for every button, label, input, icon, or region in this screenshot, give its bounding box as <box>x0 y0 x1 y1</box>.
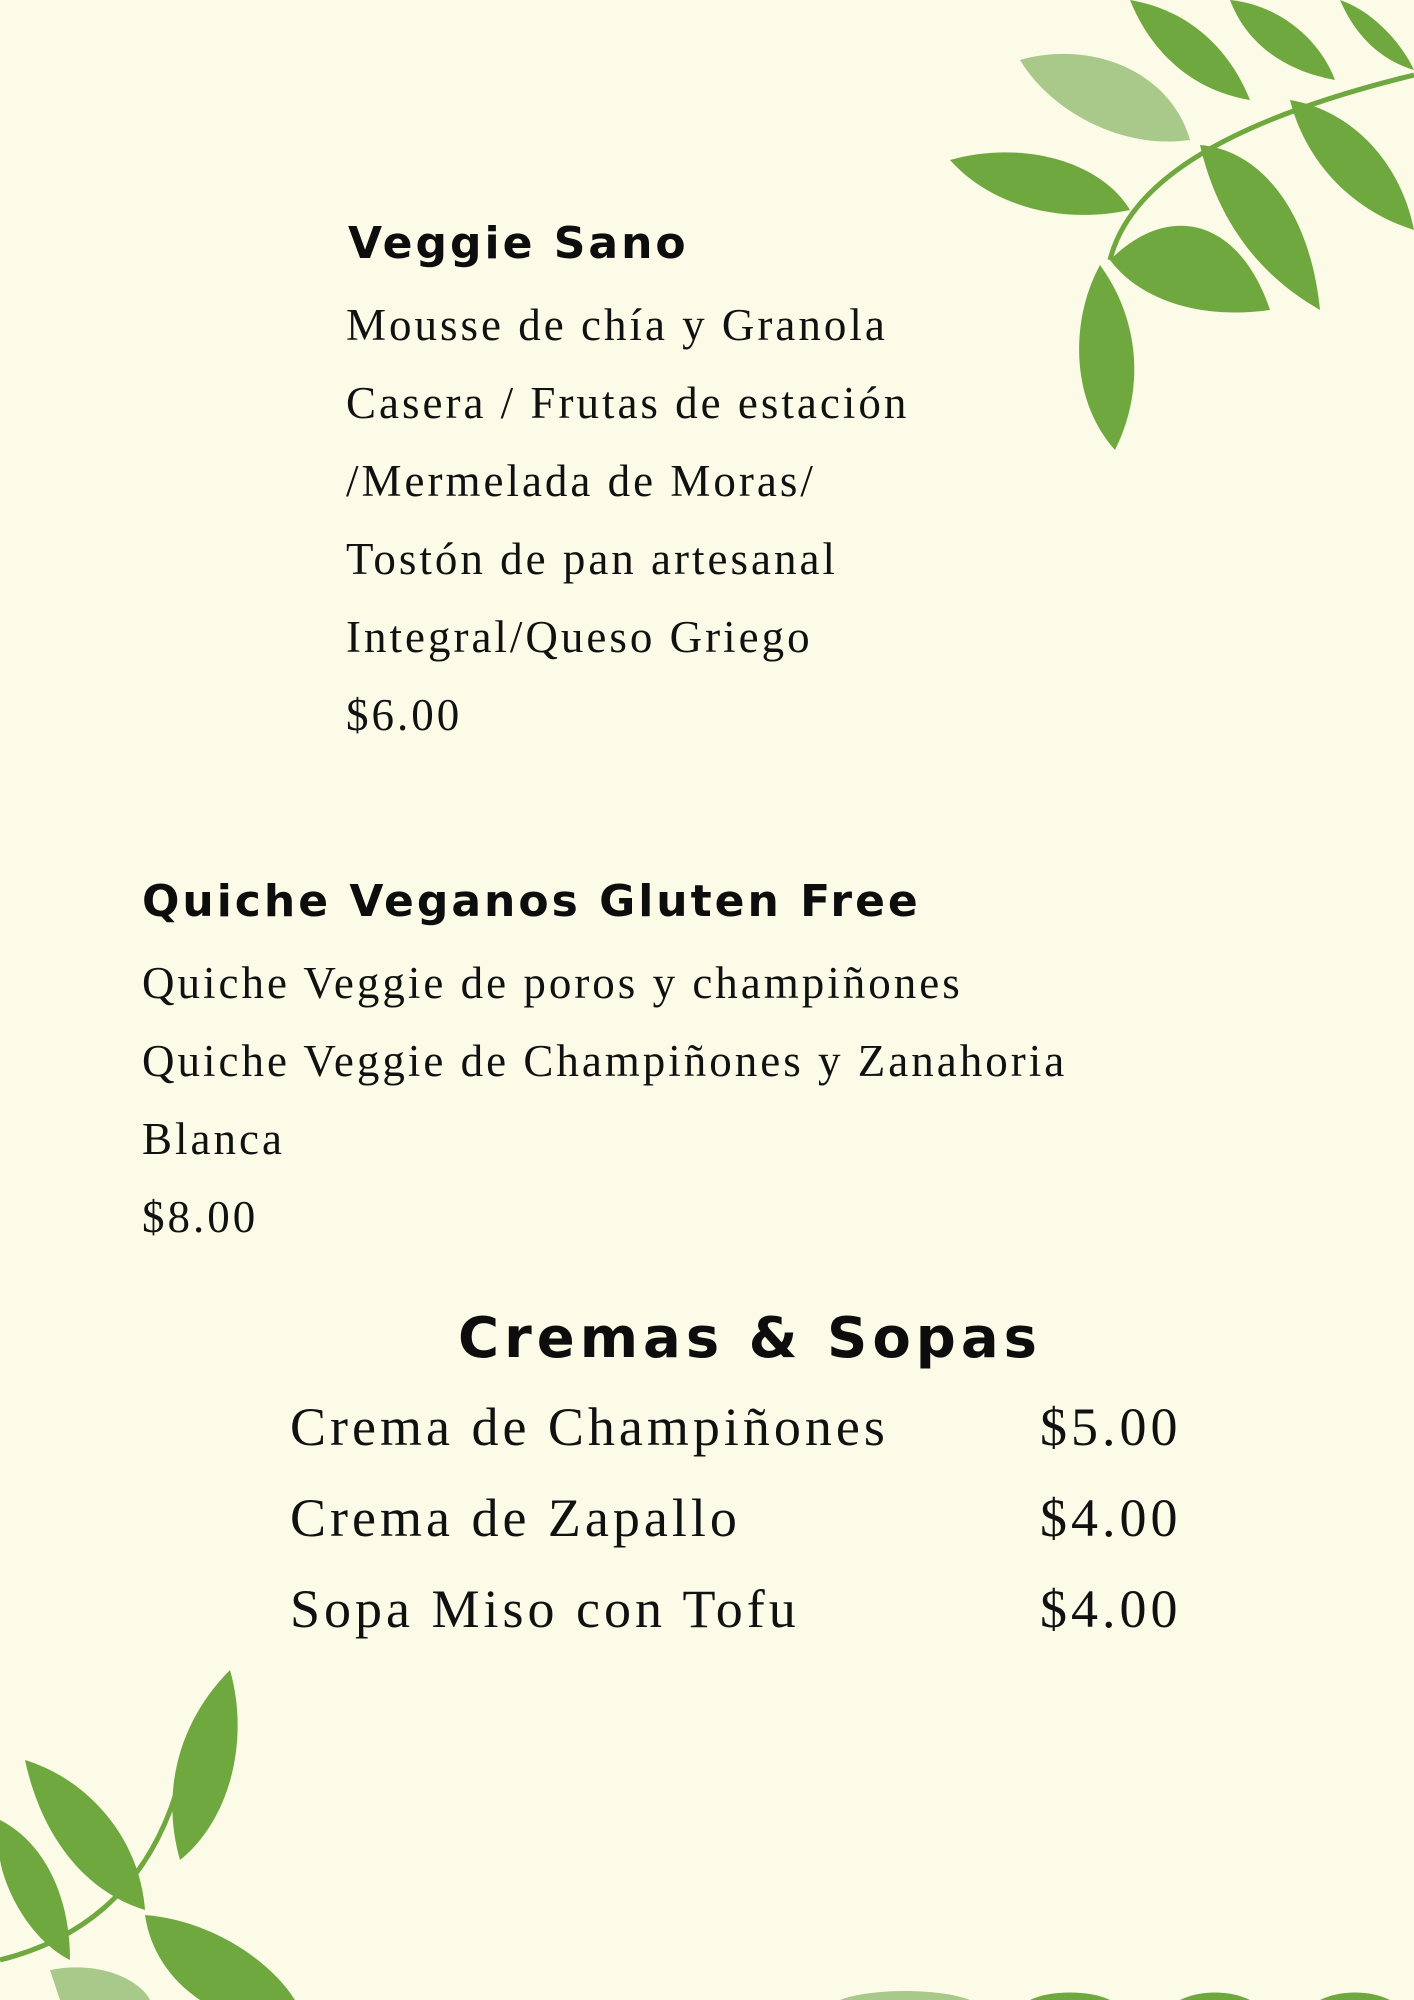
veggie-sano-line: /Mermelada de Moras/ <box>346 456 816 506</box>
cremas-sopas-title: Cremas & Sopas <box>458 1306 1043 1371</box>
veggie-sano-line: Casera / Frutas de estación <box>346 378 910 428</box>
quiche-title: Quiche Veganos Gluten Free <box>142 876 921 927</box>
soup-item-name: Crema de Zapallo <box>290 1488 741 1548</box>
soup-item <box>290 1396 1180 1486</box>
soup-item <box>290 1578 1180 1668</box>
soup-item <box>290 1487 1180 1577</box>
veggie-sano-line: Integral/Queso Griego <box>346 612 813 662</box>
soup-item-price: $5.00 <box>1040 1397 1182 1457</box>
quiche-line: Quiche Veggie de Champiñones y Zanahoria <box>142 1036 1068 1086</box>
quiche-price: $8.00 <box>142 1192 259 1242</box>
veggie-sano-line: Tostón de pan artesanal <box>346 534 838 584</box>
veggie-sano-line: Mousse de chía y Granola <box>346 300 888 350</box>
leaf-branch-top-right-icon <box>930 0 1414 460</box>
soup-item-price: $4.00 <box>1040 1579 1182 1639</box>
quiche-line: Quiche Veggie de poros y champiñones <box>142 958 963 1008</box>
quiche-line: Blanca <box>142 1114 285 1164</box>
veggie-sano-price: $6.00 <box>346 690 463 740</box>
soup-item-price: $4.00 <box>1040 1488 1182 1548</box>
leaf-branch-bottom-left-icon <box>0 1660 320 2000</box>
leaf-bottom-edge-icon <box>830 1988 1414 2000</box>
soup-item-name: Sopa Miso con Tofu <box>290 1579 800 1639</box>
soup-item-name: Crema de Champiñones <box>290 1397 889 1457</box>
veggie-sano-title: Veggie Sano <box>348 218 689 269</box>
